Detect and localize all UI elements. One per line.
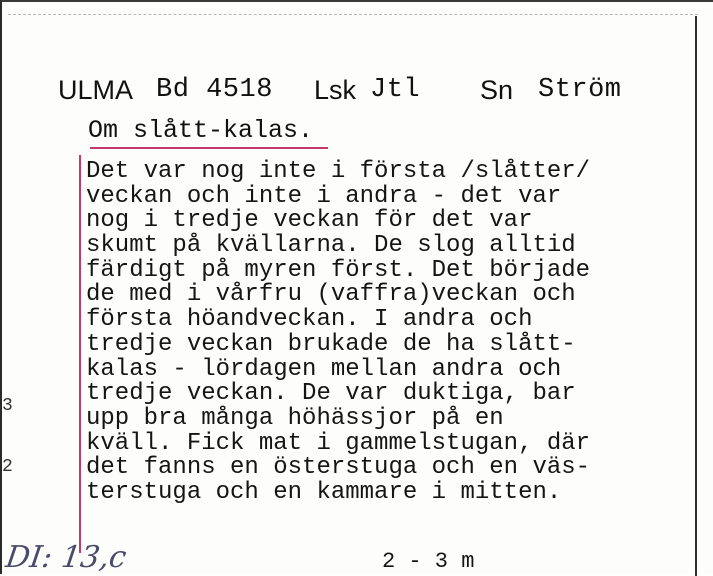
landskap-value: Jtl: [370, 75, 421, 105]
archive-name: ULMA: [58, 75, 134, 105]
socken-label: Sn: [480, 75, 514, 105]
margin-mark: 3: [2, 396, 13, 416]
body-line: veckan och inte i andra - det var: [86, 182, 562, 210]
title-underline: [90, 147, 328, 149]
record-number: Bd 4518: [156, 75, 273, 105]
body-line: färdigt på myren först. Det började: [86, 256, 591, 284]
top-dashed-rule: [8, 14, 698, 15]
body-line: kväll. Fick mat i gammelstugan, där: [86, 429, 591, 457]
body-line: terstuga och en kammare i mitten.: [86, 478, 562, 506]
body-line: det fanns en österstuga och en väs-: [86, 454, 591, 482]
body-line: tredje veckan brukade de ha slått-: [86, 330, 576, 358]
margin-mark: 2: [2, 457, 13, 477]
body-text: [86, 160, 590, 506]
body-line: skumt på kvällarna. De slog alltid: [86, 232, 576, 260]
record-title: Om slått-kalas.: [88, 116, 314, 145]
body-line: tredje veckan. De var duktiga, bar: [86, 380, 576, 408]
body-line: första höandveckan. I andra och: [86, 306, 533, 334]
body-line: Det var nog inte i första /slåtter/: [86, 158, 591, 185]
margin-line: [79, 155, 81, 553]
body-line: upp bra många höhässjor på en: [86, 404, 504, 432]
socken-value: Ström: [538, 75, 622, 105]
body-line: kalas - lördagen mellan andra och: [86, 355, 562, 383]
handwritten-signature: DI: 13,c: [3, 540, 129, 575]
body-line: de med i vårfru (vaffra)veckan och: [86, 281, 576, 309]
landskap-label: Lsk: [314, 75, 357, 105]
footer-number: 2 - 3 m: [382, 549, 475, 574]
body-line: nog i tredje veckan för det var: [86, 207, 533, 235]
right-border-line: [695, 16, 697, 576]
